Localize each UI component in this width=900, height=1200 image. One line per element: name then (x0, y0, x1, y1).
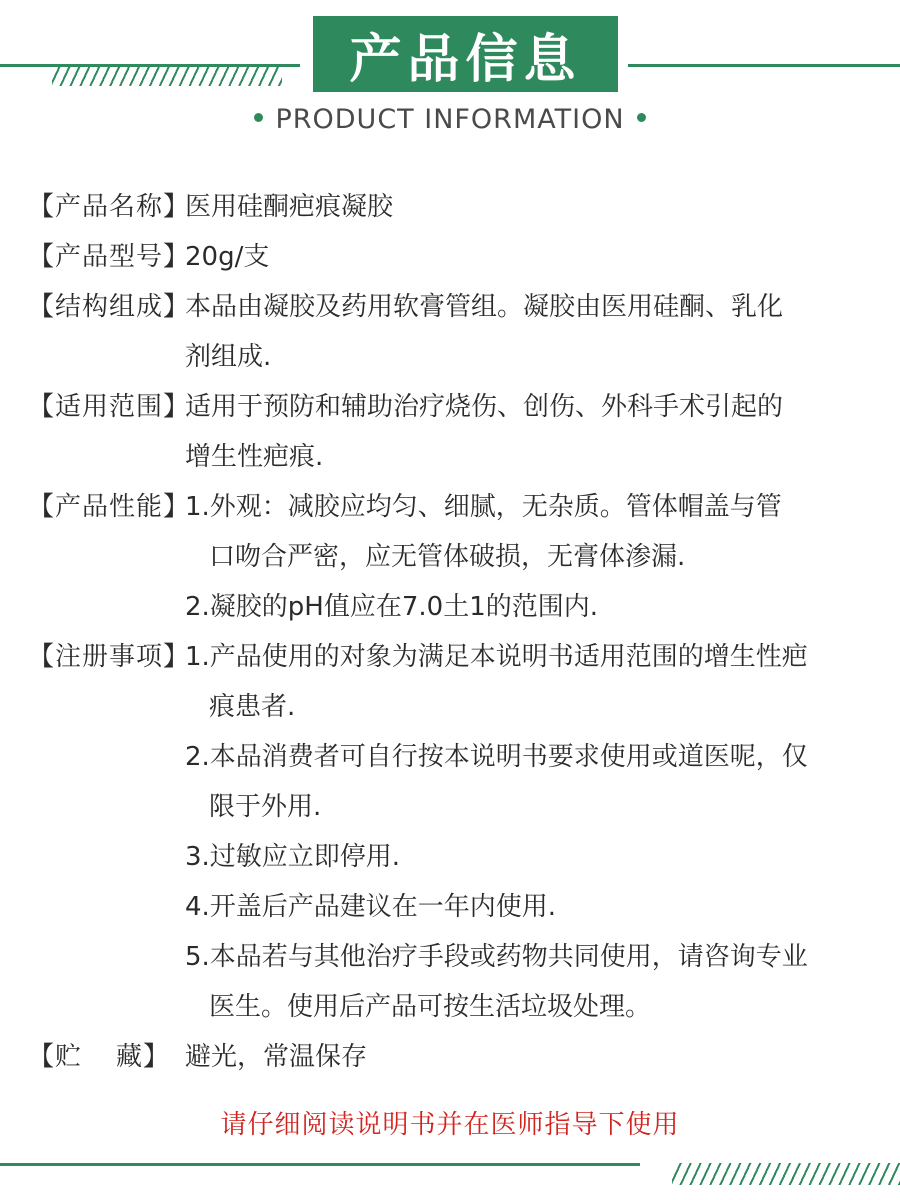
info-label: 【产品型号】 (28, 242, 191, 272)
header-hatch-decoration (52, 64, 282, 86)
info-row-model (28, 232, 888, 282)
info-value: 避光，常温保存 (185, 1042, 368, 1072)
info-value: 5.本品若与其他治疗手段或药物共同使用，请咨询专业 (185, 942, 808, 972)
info-row-scope (28, 382, 888, 432)
storage-label-right: 藏】 (115, 1042, 170, 1072)
info-value: 本品由凝胶及药用软膏管组。凝胶由医用硅酮、乳化 (185, 292, 784, 322)
info-value: 2.本品消费者可自行按本说明书要求使用或道医呢，仅 (185, 742, 808, 772)
storage-label-left: 【贮 (28, 1042, 83, 1072)
info-value: 增生性疤痕. (185, 442, 324, 472)
info-value: 剂组成. (185, 342, 272, 372)
info-row-scope-cont (185, 432, 888, 482)
info-value: 3.过敏应立即停用. (185, 842, 401, 872)
info-value: 2.凝胶的pH值应在7.0土1的范围内. (185, 592, 599, 622)
info-value: 适用于预防和辅助治疗烧伤、创伤、外科手术引起的 (185, 392, 784, 422)
info-row-performance (28, 482, 888, 532)
info-value: 医生。使用后产品可按生活垃圾处理。 (209, 992, 652, 1022)
info-label (28, 1032, 185, 1082)
info-row-notes-cont (185, 682, 888, 732)
info-row-notes (28, 632, 888, 682)
info-row-notes-item3 (185, 832, 888, 882)
info-row-notes-item5-cont (185, 982, 888, 1032)
info-label: 【适用范围】 (28, 392, 191, 422)
page-subtitle (0, 104, 900, 135)
info-label: 【产品名称】 (28, 192, 191, 222)
info-row-performance-item2 (185, 582, 888, 632)
product-info-list (28, 182, 888, 1082)
subtitle-text: PRODUCT INFORMATION (275, 104, 625, 135)
info-row-notes-item4 (185, 882, 888, 932)
info-value: 医用硅酮疤痕凝胶 (185, 192, 394, 222)
info-row-performance-cont (185, 532, 888, 582)
info-value: 痕患者. (209, 692, 296, 722)
usage-warning: 请仔细阅读说明书并在医师指导下使用 (220, 1110, 680, 1140)
bullet-dot-icon (254, 113, 263, 122)
header-rule-right (628, 64, 900, 67)
info-row-notes-item2 (185, 732, 888, 782)
info-label: 【注册事项】 (28, 642, 191, 672)
info-label: 【结构组成】 (28, 292, 191, 322)
info-label: 【产品性能】 (28, 492, 191, 522)
info-row-notes-item2-cont (185, 782, 888, 832)
info-value: 限于外用. (209, 792, 322, 822)
info-value: 口吻合严密，应无管体破损，无膏体渗漏. (209, 542, 686, 572)
info-row-structure-cont (185, 332, 888, 382)
info-value: 1.产品使用的对象为满足本说明书适用范围的增生性疤 (185, 642, 808, 672)
info-row-notes-item5 (185, 932, 888, 982)
footer-hatch-decoration (672, 1163, 900, 1185)
footer-rule (0, 1163, 640, 1166)
page-title: 产品信息 (313, 16, 618, 92)
bullet-dot-icon (637, 113, 646, 122)
info-value: 1.外观：减胶应均匀、细腻，无杂质。管体帽盖与管 (185, 492, 782, 522)
info-row-structure (28, 282, 888, 332)
info-row-name (28, 182, 888, 232)
info-value: 20g/支 (185, 242, 270, 272)
info-row-storage (28, 1032, 888, 1082)
info-value: 4.开盖后产品建议在一年内使用. (185, 892, 557, 922)
